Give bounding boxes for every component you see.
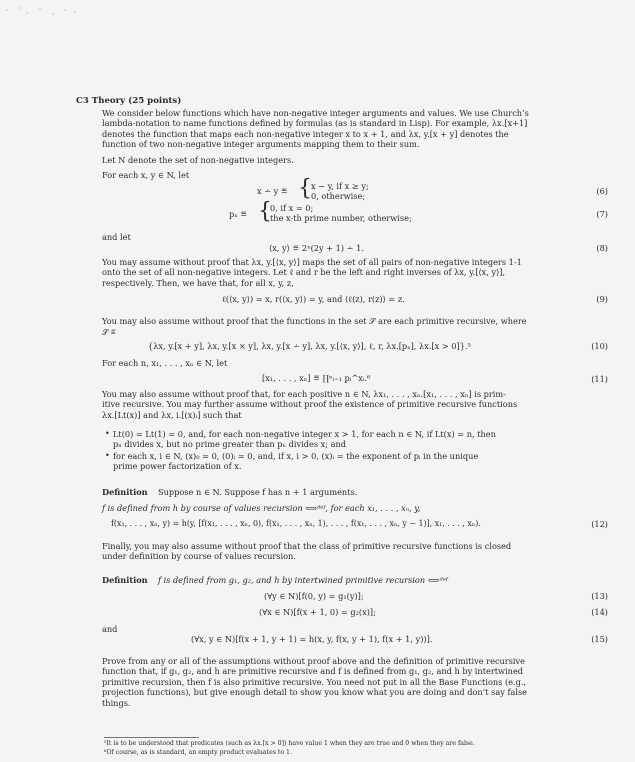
intro-line-2: lambda-notation to name functions defined by formulas (as is standard in Lisp). For example, λx.[x+1] — [102, 118, 528, 128]
def1-text: Suppose n ∈ N. Suppose f has n + 1 arguments. — [158, 487, 358, 497]
eq13-number: (13) — [591, 591, 608, 601]
eq6-lhs: x ∸ y ≝ — [257, 186, 288, 196]
prove-line-3: primitive recursion, then f is also primitive recursive. You need not put in all the Base Functions (e.g., — [102, 677, 527, 687]
and-let: and let — [102, 232, 131, 242]
scan-speckles — [4, 6, 84, 16]
footnote-6: ⁶Of course, as is standard, an empty product evaluates to 1. — [104, 749, 292, 756]
eq15-number: (15) — [591, 634, 608, 644]
seq-line-3: λx.[Lt(x)] and λx, i.[(x)ᵢ] such that — [102, 410, 242, 420]
intro-line-3: denotes the function that maps each non-negative integer x to x + 1, and λx, y.[x + y] denotes the — [102, 129, 509, 139]
eq14-body: (∀x ∈ N)[f(x + 1, 0) = g₂(x)]; — [259, 607, 376, 617]
seq-line-2: itive recursive. You may further assume without proof the existence of primitive recursive functions — [102, 399, 518, 409]
eq9-number: (9) — [596, 294, 608, 304]
eq10-body: {λx, y.[x + y], λx, y.[x × y], λx, y.[x ∸ y], λx, y.[⟨x, y⟩], ℓ, r, λx.[pₓ], λx.[x > 0]}.⁵ — [148, 341, 471, 351]
set-s-line-1: You may also assume without proof that the functions in the set 𝒮 are each primitive recursive, where — [102, 316, 527, 326]
bullet-2-line-1: for each x, i ∈ N, (x)₀ = 0, (0)ᵢ = 0, and, if x, i > 0, (x)ᵢ = the exponent of pᵢ in the unique — [113, 451, 479, 461]
for-each-n: For each n, x₁, . . . , xₙ ∈ N, let — [102, 358, 228, 368]
footnote-rule — [104, 737, 199, 738]
def1-label: Definition — [102, 487, 148, 497]
set-s-line-2: 𝒮 ≝ — [102, 327, 116, 337]
pair-line-3: respectively. Then, we have that, for all x, y, z, — [102, 278, 294, 288]
and-2: and — [102, 624, 118, 634]
eq15-body: (∀x, y ∈ N)[f(x + 1, y + 1) = h(x, y, f(x, y + 1), f(x + 1, y))]. — [191, 634, 433, 644]
eq6-brace: { — [298, 176, 312, 201]
intro-line-4: function of two non-negative integer arguments mapping them to their sum. — [102, 139, 420, 149]
bullet-1-dot: • — [105, 429, 110, 438]
bullet-2-dot: • — [105, 451, 110, 460]
eq7-brace: { — [258, 199, 272, 224]
pair-line-1: You may assume without proof that λx, y.[⟨x, y⟩] maps the set of all pairs of non-negative integers 1-1 — [102, 257, 522, 267]
seq-line-1: You may also assume without proof that, for each positive n ∈ N, λx₁, . . . , xₙ.[x₁, . . . , xₙ] is prim- — [102, 389, 506, 399]
eq14-number: (14) — [591, 607, 608, 617]
eq6-number: (6) — [596, 186, 608, 196]
prove-line-1: Prove from any or all of the assumptions without proof above and the definition of primitive recursive — [102, 656, 526, 666]
closed-line-2: under definition by course of values recursion. — [102, 551, 296, 561]
eq7-lhs: pₓ ≝ — [229, 209, 248, 219]
eq9-body: ℓ(⟨x, y⟩) = x, r(⟨x, y⟩) = y, and ⟨ℓ(z), r(z)⟩ = z. — [222, 294, 405, 304]
intro-let-N: Let N denote the set of non-negative integers. — [102, 155, 294, 165]
bullet-1-line-2: pₙ divides x, but no prime greater than pₙ divides x; and — [113, 439, 347, 449]
eq11-number: (11) — [591, 374, 608, 384]
eq12-body: f(x₁, . . . , xₙ, y) = h(y, [f(x₁, . . . , xₙ, 0), f(x₁, . . . , xₙ, 1), . . . , f(x₁, . . . , xₙ, y − 1)], x₁, . . . , xₙ). — [111, 519, 481, 528]
eq6-case-1: x − y, if x ≥ y; — [311, 181, 369, 191]
eq7-case-2: the x-th prime number, otherwise; — [270, 213, 412, 223]
def1-line-2: f is defined from h by course of values recursion ⟺ᵈᵉᶠ, for each x₁, . . . , xₙ, y, — [102, 503, 421, 513]
bullet-2-line-2: prime power factorization of x. — [113, 461, 242, 471]
bullet-1-line-1: Lt(0) = Lt(1) = 0, and, for each non-negative integer x > 1, for each n ∈ N, if Lt(x) = n, then — [113, 429, 496, 439]
footnote-5: ⁵It is to be understood that predicates (such as λx.[x > 0]) have value 1 when they are true and 0 when they are false. — [104, 740, 475, 747]
prove-line-4: projection functions), but give enough detail to show you know what you are doing and don’t say false — [102, 687, 528, 697]
def2-label: Definition — [102, 575, 148, 585]
prove-line-5: things. — [102, 698, 131, 708]
closed-line-1: Finally, you may also assume without proof that the class of primitive recursive functions is closed — [102, 541, 512, 551]
intro-line-1: We consider below functions which have non-negative integer arguments and values. We use Church’s — [102, 108, 529, 118]
eq8-body: ⟨x, y⟩ ≝ 2ˣ(2y + 1) ∸ 1. — [269, 243, 364, 253]
def2-text: f is defined from g₁, g₂, and h by intertwined primitive recursion ⟺ᵈᵉᶠ — [158, 575, 448, 585]
eq10-number: (10) — [591, 341, 608, 351]
prove-line-2: function that, if g₁, g₂, and h are primitive recursive and f is defined from g₁, g₂, and h by intertwined — [102, 666, 524, 676]
eq7-case-1: 0, if x = 0; — [270, 203, 314, 213]
eq6-case-2: 0, otherwise; — [311, 191, 366, 201]
eq13-body: (∀y ∈ N)[f(0, y) = g₁(y)]; — [264, 591, 364, 601]
eq12-number: (12) — [591, 519, 608, 529]
eq7-number: (7) — [596, 209, 608, 219]
eq8-number: (8) — [596, 243, 608, 253]
section-heading: C3 Theory (25 points) — [76, 96, 182, 106]
intro-for-each: For each x, y ∈ N, let — [102, 170, 190, 180]
eq11-body: [x₁, . . . , xₙ] ≝ ∏ⁿᵢ₌₁ pᵢ^xᵢ.⁶ — [262, 373, 371, 383]
pair-line-2: onto the set of all non-negative integers. Let ℓ and r be the left and right inverses of λx, y.[⟨x, y⟩], — [102, 267, 506, 277]
